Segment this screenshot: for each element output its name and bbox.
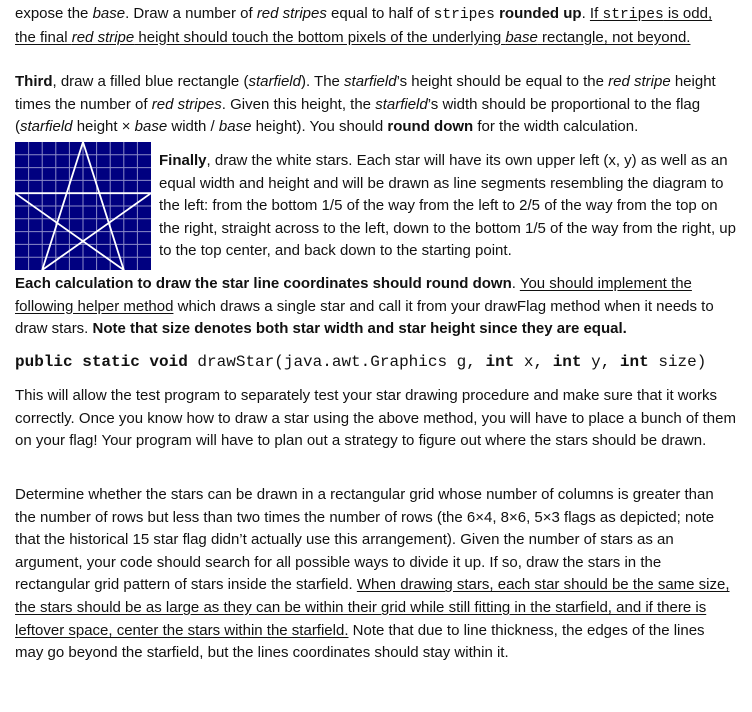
finally-step-paragraph: Finally, draw the white stars. Each star will have its own upper left (x, y) as well as an equal width and height and will be drawn as line segments resembling the diagram to the left: from the bottom 1/5 of the way from the left to 2/5 of the way from the top on the right, straight across to the left, down to the bottom 1/5 of the way from the right, up to the top center, and back down to the starting point. xyxy=(159,152,736,260)
third-step-paragraph: Third, draw a filled blue rectangle (starfield). The starfield’s height should be equal to the red stripe height times the number of red stripes. Given this height, the starfield’s width should be proportional to the flag (starfield height × base width / base height). You should round down for the width calculation. xyxy=(15,73,716,136)
grid-paragraph: Determine whether the stars can be drawn in a rectangular grid whose number of columns is greater than the number of rows but less than two times the number of rows (the 6×4, 8×6, 5×3 flags as depicted; note that the historical 15 star flag didn’t actually use this arrangement). Given the number of stars as an argument, your code should search for all possible ways to divide it up. If so, draw the stars in the rectangular grid pattern of stars inside the starfield. When drawing stars, each star should be the same size, the stars should be as large as they can be within their grid while still fitting in the starfield, and if there is leftover space, center the stars within the starfield. Note that due to line thickness, the edges of the lines may go beyond the starfield, but the lines coordinates should stay within it. xyxy=(15,486,730,662)
test-paragraph: This will allow the test program to separately test your star drawing procedure and make sure that it works correctly. Once you know how to draw a star using the above method, you will have to place a bunch of them on your flag! Your program will have to plan out a strategy to figure out where the stars should be drawn. xyxy=(15,387,736,450)
intro-paragraph: expose the base. Draw a number of red stripes equal to half of stripes rounded up. If stripes is odd, the final red stripe height should touch the bottom pixels of the underlying base rectangle, not beyond. xyxy=(15,5,713,46)
underlined-odd-rule: If stripes is odd, the final red stripe height should touch the bottom pixels of the underlying base rectangle, not beyond. xyxy=(15,5,713,46)
star-diagram xyxy=(15,142,151,270)
calculation-paragraph: Each calculation to draw the star line coordinates should round down. You should implement the following helper method which draws a single star and call it from your drawFlag method when it needs to draw stars. Note that size denotes both star width and star height since they are equal. xyxy=(15,275,714,338)
method-signature: public static void drawStar(java.awt.Graphics g, int x, int y, int size) xyxy=(15,353,707,371)
